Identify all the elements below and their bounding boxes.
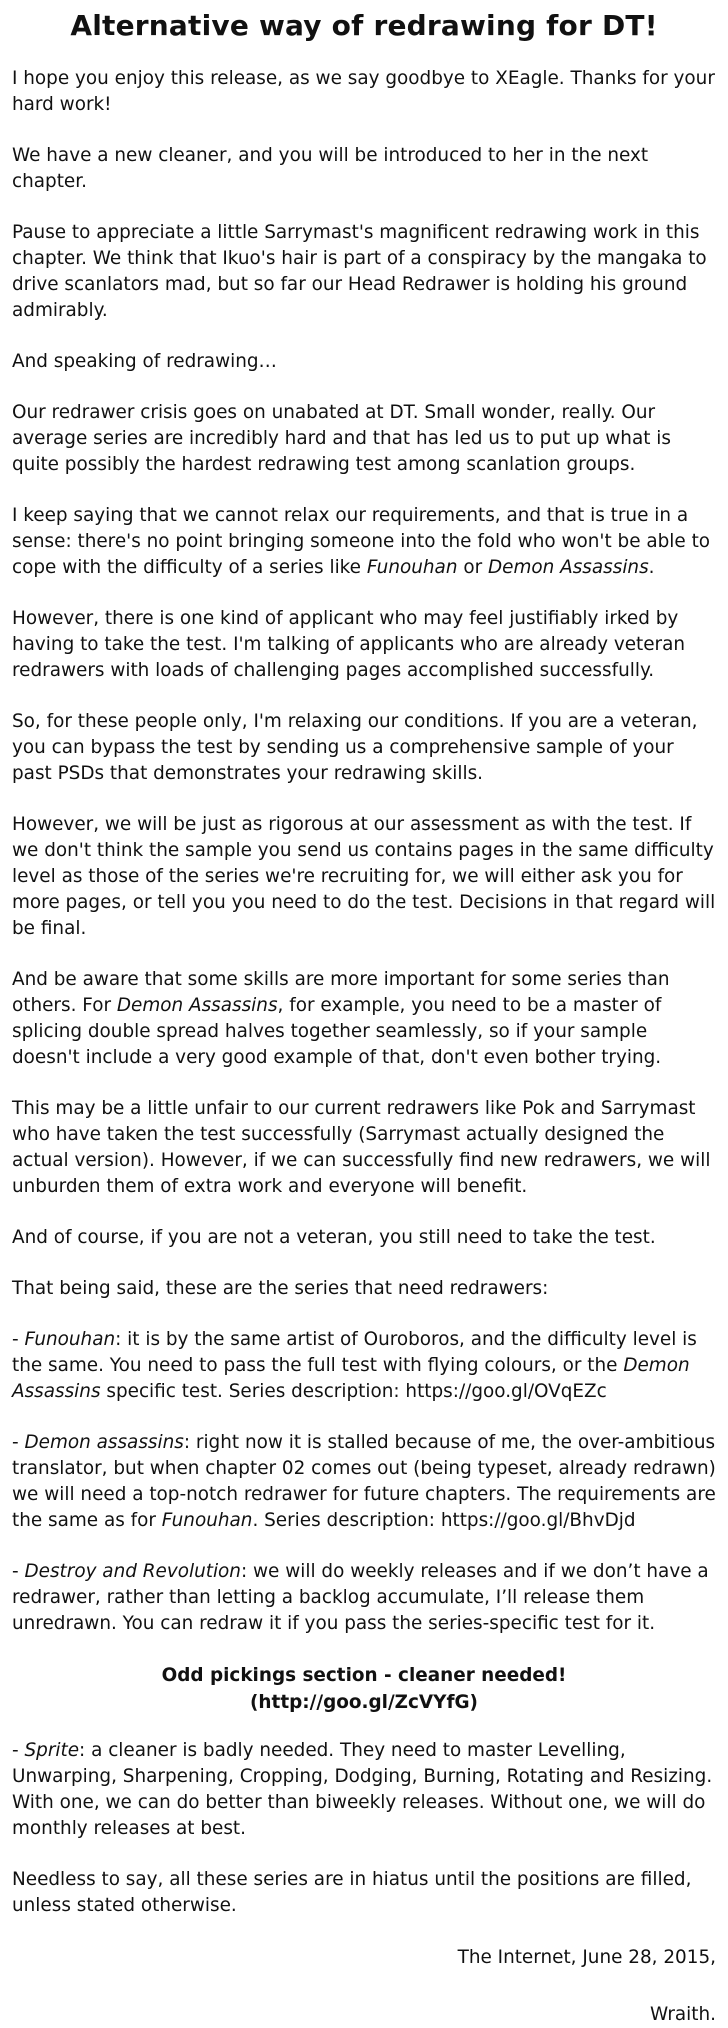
paragraph-hiatus: Needless to say, all these series are in hiatus until the positions are filled, unless stated otherwise. (12, 1869, 692, 1916)
series-item-sprite: - Sprite: a cleaner is badly needed. They need to master Levelling, Unwarping, Sharpening, Cropping, Dodging, Burning, Rotating and Resizing. With one, we can do better than biweekly releases. Without one, we will do monthly releases at best. (12, 1740, 713, 1839)
series-name: Funouhan (24, 1329, 116, 1350)
paragraph-veteran-applicants: However, there is one kind of applicant who may feel justifiably irked by having to take the test. I'm talking of applicants who are already veteran redrawers with loads of challenging pages accomplished successfully. (12, 608, 686, 681)
paragraph-skills: And be aware that some skills are more important for some series than others. For Demon Assassins, for example, you need to be a master of splicing double spread halves together seamlessly, so if your sample doesn't include a very good example of that, don't even bother trying. (12, 969, 670, 1068)
paragraph-new-cleaner: We have a new cleaner, and you will be introduced to her in the next chapter. (12, 145, 649, 192)
series-name: Sprite (24, 1740, 80, 1761)
series-title-demon-assassins: Demon Assassins (116, 995, 278, 1016)
series-item-funouhan: - Funouhan: it is by the same artist of Ouroboros, and the difficulty level is the same. You need to pass the full test with flying colours, or the Demon Assassins specific test. Series description: https://goo.gl/OVqEZc (12, 1329, 697, 1402)
paragraph-relaxed-conditions: So, for these people only, I'm relaxing our conditions. If you are a veteran, you can bypass the test by sending us a comprehensive sample of your past PSDs that demonstrates your redrawing skills. (12, 711, 698, 784)
paragraph-assessment: However, we will be just as rigorous at our assessment as with the test. If we don't think the sample you send us contains pages in the same difficulty level as those of the series we're recruiting for, we will either ask you for more pages, or tell you you need to do the test. Decisions in that regard will be final. (12, 814, 716, 939)
series-title-funouhan: Funouhan (366, 557, 458, 578)
paragraph-non-veteran: And of course, if you are not a veteran, you still need to take the test. (12, 1227, 656, 1248)
series-title-funouhan: Funouhan (161, 1510, 253, 1531)
paragraph-series-intro: That being said, these are the series that need redrawers: (12, 1278, 549, 1299)
page-title: Alternative way of redrawing for DT! (70, 9, 658, 42)
series-title-demon-assassins: Demon Assassins (12, 1355, 690, 1402)
series-name: Destroy and Revolution (24, 1561, 241, 1582)
series-name: Demon assassins (24, 1432, 184, 1453)
paragraph-appreciation: Pause to appreciate a little Sarrymast's magnificent redrawing work in this chapter. We think that Ikuo's hair is part of a conspiracy by the mangaka to drive scanlators mad, but so far our Head Redrawer is holding his ground admirably. (12, 222, 707, 321)
series-item-demon-assassins: - Demon assassins: right now it is stalled because of me, the over-ambitious translator, but when chapter 02 comes out (being typeset, already redrawn) we will need a top-notch redrawer for future chapters. The requirements are the same as for Funouhan. Series description: https://goo.gl/BhvDjd (12, 1432, 716, 1531)
series-item-destroy-and-revolution: - Destroy and Revolution: we will do weekly releases and if we don’t have a redrawer, rather than letting a backlog accumulate, I’ll release them unredrawn. You can redraw it if you pass the series-specific test for it. (12, 1561, 709, 1634)
series-title-demon-assassins: Demon Assassins (488, 557, 649, 578)
paragraph-farewell: I hope you enjoy this release, as we say goodbye to XEagle. Thanks for your hard work! (12, 68, 715, 115)
paragraph-speaking-of-redrawing: And speaking of redrawing… (12, 351, 277, 372)
signature-author: Wraith. (649, 2004, 716, 2025)
signature-place-date: The Internet, June 28, 2015, (457, 1947, 716, 1968)
paragraph-redrawer-crisis: Our redrawer crisis goes on unabated at DT. Small wonder, really. Our average series are incredibly hard and that has led us to put up what is quite possibly the hardest redrawing test among scanlation groups. (12, 402, 671, 475)
section-heading-odd-pickings: Odd pickings section - cleaner needed! (http://goo.gl/ZcVYfG) (12, 1662, 716, 1716)
paragraph-requirements: I keep saying that we cannot relax our requirements, and that is true in a sense: there's no point bringing someone into the fold who won't be able to cope with the difficulty of a series like Funouhan or Demon Assassins. (12, 505, 711, 578)
cleaner-link-text: (http://goo.gl/ZcVYfG) (250, 1692, 478, 1713)
paragraph-fairness: This may be a little unfair to our current redrawers like Pok and Sarrymast who have taken the test successfully (Sarrymast actually designed the actual version). However, if we can successfully find new redrawers, we will unburden them of extra work and everyone will benefit. (12, 1098, 711, 1197)
